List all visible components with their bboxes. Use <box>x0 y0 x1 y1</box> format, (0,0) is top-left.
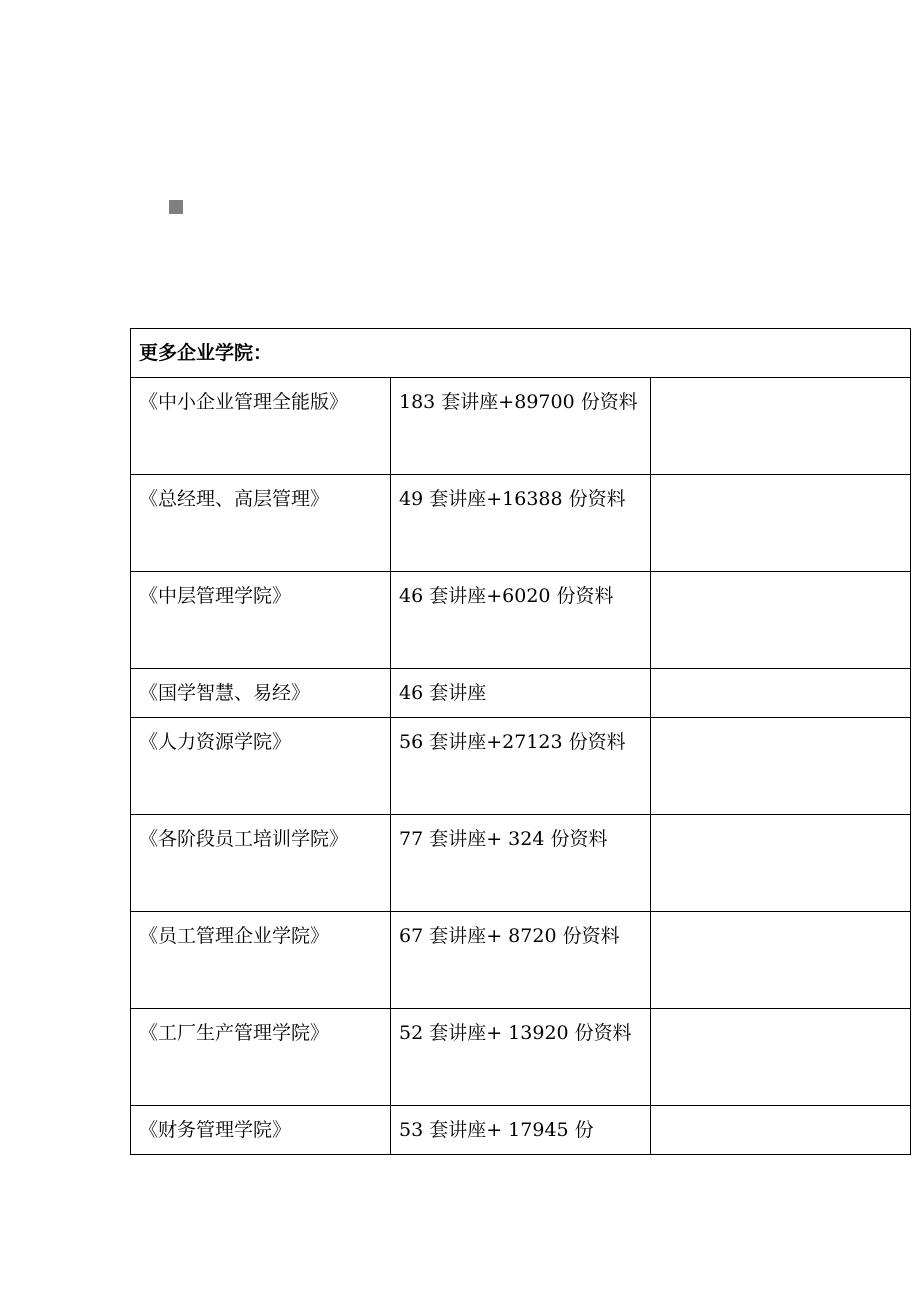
academy-content: 53 套讲座+ 17945 份 <box>391 1106 651 1155</box>
academy-name: 《各阶段员工培训学院》 <box>131 815 391 912</box>
academy-content: 56 套讲座+27123 份资料 <box>391 718 651 815</box>
table-row <box>131 1009 911 1106</box>
academy-content: 46 套讲座 <box>391 669 651 718</box>
academy-extra <box>651 815 911 912</box>
table-row <box>131 378 911 475</box>
academy-content: 77 套讲座+ 324 份资料 <box>391 815 651 912</box>
table-row <box>131 912 911 1009</box>
academy-extra <box>651 1009 911 1106</box>
academy-name: 《工厂生产管理学院》 <box>131 1009 391 1106</box>
academy-content: 67 套讲座+ 8720 份资料 <box>391 912 651 1009</box>
academy-content: 49 套讲座+16388 份资料 <box>391 475 651 572</box>
academy-content: 46 套讲座+6020 份资料 <box>391 572 651 669</box>
academy-content: 52 套讲座+ 13920 份资料 <box>391 1009 651 1106</box>
academy-name: 《财务管理学院》 <box>131 1106 391 1155</box>
table-row <box>131 815 911 912</box>
academy-name: 《人力资源学院》 <box>131 718 391 815</box>
table-row <box>131 475 911 572</box>
academy-name: 《总经理、高层管理》 <box>131 475 391 572</box>
academy-extra <box>651 669 911 718</box>
academy-name: 《中小企业管理全能版》 <box>131 378 391 475</box>
table-row <box>131 572 911 669</box>
academy-name: 《国学智慧、易经》 <box>131 669 391 718</box>
table-row <box>131 718 911 815</box>
academy-extra <box>651 1106 911 1155</box>
academy-content: 183 套讲座+89700 份资料 <box>391 378 651 475</box>
academy-extra <box>651 718 911 815</box>
square-bullet-icon <box>169 200 183 214</box>
table-row <box>131 669 911 718</box>
academy-name: 《员工管理企业学院》 <box>131 912 391 1009</box>
academy-extra <box>651 378 911 475</box>
academy-name: 《中层管理学院》 <box>131 572 391 669</box>
academy-extra <box>651 572 911 669</box>
table-header: 更多企业学院： <box>131 329 911 378</box>
academy-extra <box>651 912 911 1009</box>
academy-table <box>130 328 911 1155</box>
academy-extra <box>651 475 911 572</box>
table-header-row <box>131 329 911 378</box>
table-row <box>131 1106 911 1155</box>
